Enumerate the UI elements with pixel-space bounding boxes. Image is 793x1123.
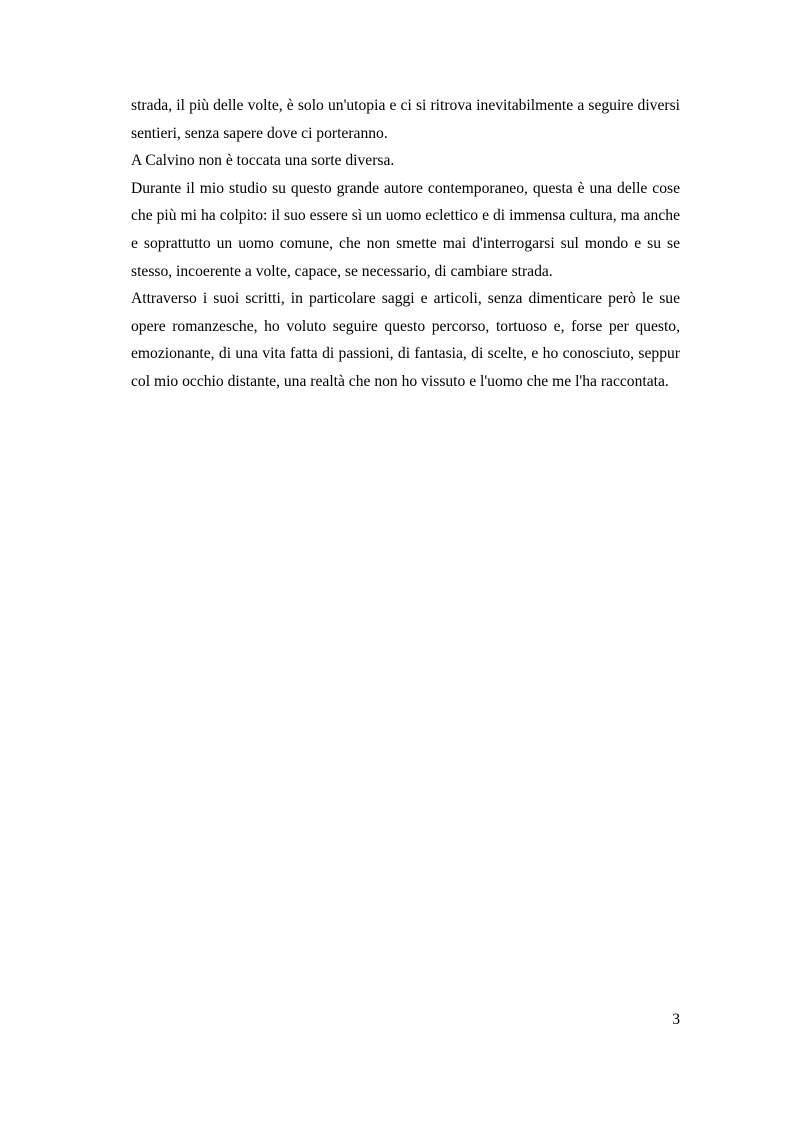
- page-number: 3: [672, 1011, 680, 1028]
- body-text: [131, 92, 680, 396]
- paragraph-1: strada, il più delle volte, è solo un'utopia e ci si ritrova inevitabilmente a seguire diversi sentieri, senza sapere dove ci porteranno.: [131, 97, 680, 142]
- paragraph-2: A Calvino non è toccata una sorte diversa.: [131, 152, 395, 170]
- paragraph-4: Attraverso i suoi scritti, in particolare saggi e articoli, senza dimenticare però le sue opere romanzesche, ho voluto seguire questo percorso, tortuoso e, forse per questo, emozionante, di una vita fatta di passioni, di fantasia, di scelte, e ho conosciuto, seppur col mio occhio distante, una realtà che non ho vissuto e l'uomo che me l'ha raccontata.: [131, 290, 680, 390]
- paragraph-3: Durante il mio studio su questo grande autore contemporaneo, questa è una delle cose che più mi ha colpito: il suo essere sì un uomo eclettico e di immensa cultura, ma anche e soprattutto un uomo comune, che non smette mai d'interrogarsi sul mondo e su se stesso, incoerente a volte, capace, se necessario, di cambiare strada.: [131, 179, 680, 280]
